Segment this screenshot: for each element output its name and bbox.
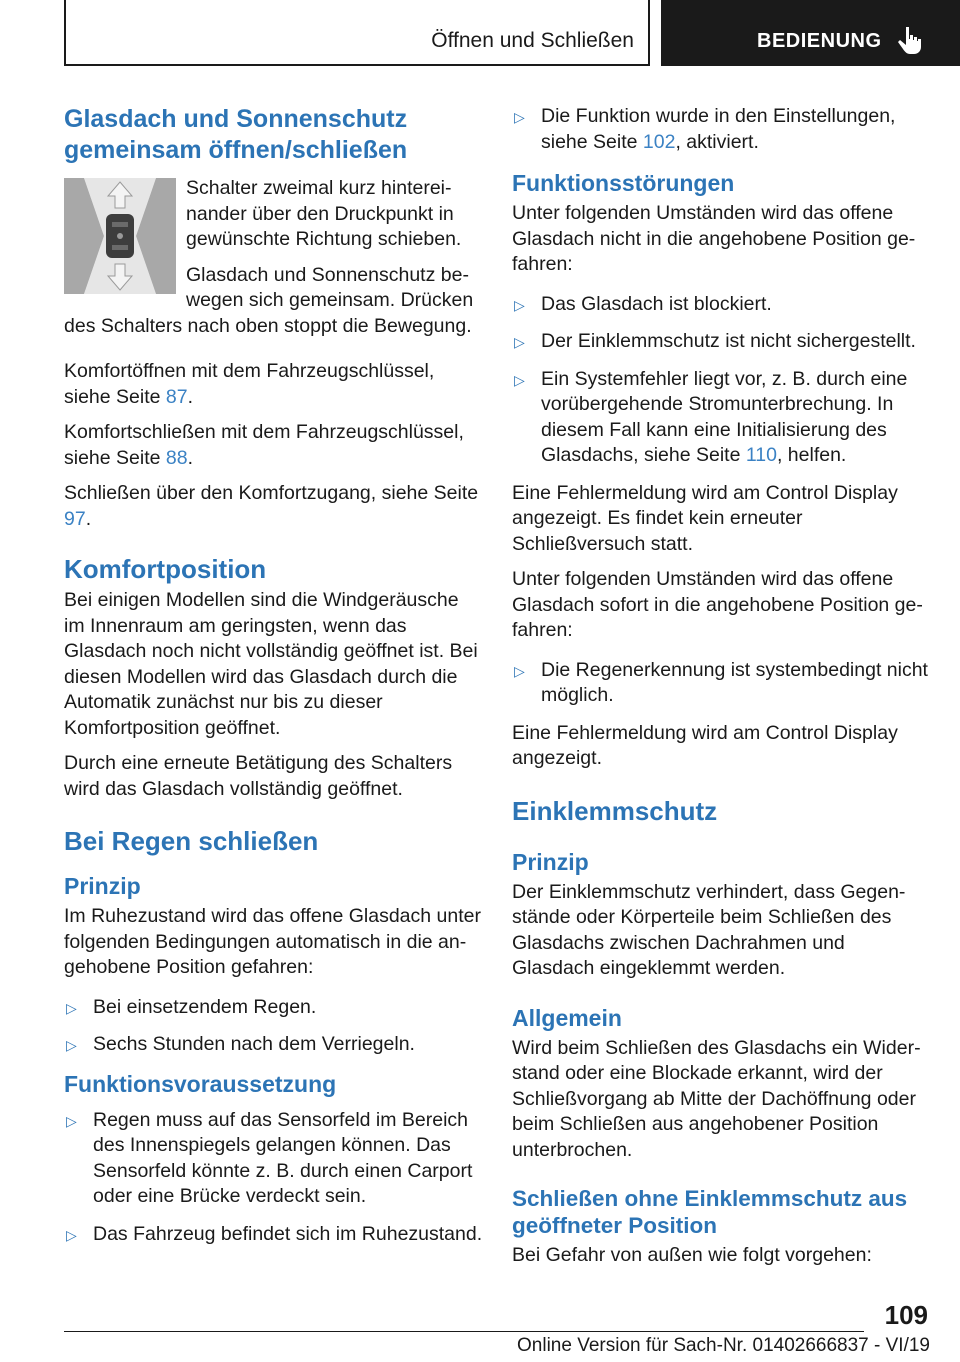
triangle-bullet-icon: ▷ [66, 1112, 77, 1129]
page-ref-link[interactable]: 102 [642, 130, 676, 153]
list-item [64, 1222, 484, 1248]
page-ref-link[interactable]: 88 [165, 446, 188, 469]
list-item-text: , aktiviert. [675, 130, 759, 153]
paragraph-komfortposition: Bei einigen Modellen sind die Windgeräusche im Innenraum am geringsten, wenn das Glasdach noch nicht vollständig geöffnet ist. Bei diesen Modellen wird das Glasdach durch die Automatik zunächst nur bis zu dieser Komfortposition geöffnet. [64, 589, 478, 739]
list-item-text: Die Regenerkennung ist systembedingt nicht möglich. [541, 658, 928, 706]
list-voraussetzungen [64, 1108, 484, 1248]
triangle-bullet-icon: ▷ [514, 334, 525, 350]
list-item-text: Bei einsetzendem Regen. [93, 995, 317, 1018]
paragraph-komfortschliessen: Komfortschließen mit dem Fahrzeugschlüssel, siehe Seite 88. [64, 421, 464, 469]
paragraph-ruhezustand: Im Ruhezustand wird das offene Glasdach unter folgenden Bedingungen automatisch in die angehobene Position gefahren: [64, 905, 481, 978]
footer-rule [64, 1331, 864, 1332]
paragraph-einklemmschutz-prinzip: Der Einklemmschutz verhindert, dass Gegenstände oder Körperteile beim Schließen des Glasdachs zwischen Dachrahmen und Glasdach eingeklemmt werden. [512, 880, 906, 979]
list-item [64, 1108, 484, 1210]
list-item [512, 329, 928, 355]
list-item-text: , helfen. [776, 444, 847, 466]
list-item-text: Das Glasdach ist blockiert. [541, 292, 772, 315]
triangle-bullet-icon: ▷ [514, 662, 525, 679]
header-chapter-label: BEDIENUNG [757, 30, 882, 52]
heading-einklemmschutz: Einklemmschutz [512, 795, 718, 826]
text: Schließen über den Komfortzugang, siehe Seite [64, 482, 479, 504]
header-rule-bottom [64, 64, 650, 66]
heading-funktionsvoraussetzung: Funktionsvoraussetzung [64, 1070, 337, 1097]
paragraph-allgemein: Wird beim Schließen des Glasdachs ein Widerstand oder eine Blockade erkannt, wird der Schließvorgang ab Mitte der Dachöffnung oder beim Schließen aus angehobener Position unterbrochen. [512, 1036, 921, 1161]
page-number: 109 [884, 1300, 928, 1330]
triangle-bullet-icon: ▷ [66, 1037, 77, 1053]
paragraph-erneute-betaetigung: Durch eine erneute Betätigung des Schalters wird das Glasdach vollständig geöffnet. [64, 752, 453, 800]
page-ref-link[interactable]: 97 [64, 507, 86, 530]
heading-prinzip: Prinzip [512, 848, 589, 875]
list-regenerkennung [512, 658, 928, 709]
triangle-bullet-icon: ▷ [514, 109, 525, 125]
list-item-text: Ein Systemfehler liegt vor, z. B. durch eine vorübergehende Stromunterbrechung. In diesem Fall kann eine Initialisierung des Glasdachs, siehe Seite [541, 367, 908, 466]
header-section-title: Öffnen und Schließen [431, 29, 634, 52]
left-column [64, 104, 484, 1259]
heading-bei-regen: Bei Regen schließen [64, 826, 319, 856]
paragraph-joint-movement: Glasdach und Sonnenschutz bewegen sich gemeinsam. Drücken des Schalters nach oben stoppt die Bewegung. [64, 263, 474, 337]
roof-switch-icon [64, 178, 176, 294]
list-item [512, 104, 928, 155]
list-item [512, 658, 928, 709]
paragraph-komfortzugang: Schließen über den Komfortzugang, siehe Seite 97. [64, 482, 479, 530]
heading-allgemein: Allgemein [512, 1004, 622, 1031]
page-ref-link[interactable]: 110 [745, 444, 777, 466]
list-item [512, 367, 928, 469]
list-item-text: Der Einklemmschutz ist nicht sichergestellt. [541, 330, 916, 352]
triangle-bullet-icon: ▷ [66, 999, 77, 1016]
list-item-text: Sechs Stunden nach dem Verriegeln. [93, 1033, 415, 1055]
footer-online-version: Online Version für Sach-Nr. 01402666837 - VI/19 [517, 1335, 930, 1356]
text: Komfortschließen mit dem Fahrzeugschlüssel, siehe Seite [64, 421, 464, 469]
paragraph-fehlermeldung-2: Eine Fehlermeldung wird am Control Display angezeigt. [512, 721, 898, 769]
heading-funktionsstoerungen: Funktionsstörungen [512, 170, 735, 196]
paragraph-switch-instruction: Schalter zweimal kurz hintereinander über den Druckpunkt in gewünschte Richtung schieben. [186, 177, 462, 250]
header-rule-mid [648, 0, 650, 66]
paragraph-sofort-angehoben: Unter folgenden Umständen wird das offene Glasdach sofort in die angehobene Position gefahren: [512, 568, 923, 641]
heading-ohne-einklemmschutz: Schließen ohne Einklemmschutz aus geöffneter Position [512, 1186, 908, 1238]
list-item-text: Regen muss auf das Sensorfeld im Bereich des Innenspiegels gelangen können. Das Sensorfeld könnte z. B. durch einen Carport oder eine Brücke verdeckt sein. [93, 1108, 473, 1207]
heading-glasdach-sonnenschutz: Glasdach und Sonnenschutz gemeinsam öffnen/schließen [64, 105, 408, 164]
heading-komfortposition: Komfortposition [64, 554, 267, 584]
paragraph-fehlermeldung-1: Eine Fehlermeldung wird am Control Display angezeigt. Es findet kein erneuter Schließversuch statt. [512, 481, 898, 555]
paragraph-komfortoeffnen: Komfortöffnen mit dem Fahrzeugschlüssel, siehe Seite 87. [64, 360, 435, 408]
pointing-hand-icon [897, 25, 923, 55]
right-column [512, 104, 928, 1279]
paragraph-gefahr-von-aussen: Bei Gefahr von außen wie folgt vorgehen: [512, 1244, 872, 1266]
list-regen-bedingungen [64, 995, 484, 1058]
list-stoerungen [512, 292, 928, 469]
list-item-text: Das Fahrzeug befindet sich im Ruhezustand. [93, 1222, 483, 1245]
text: Komfortöffnen mit dem Fahrzeugschlüssel, siehe Seite [64, 360, 435, 408]
page-ref-link[interactable]: 87 [165, 385, 188, 408]
list-aktivierung [512, 104, 928, 155]
header-chapter-tab [661, 0, 960, 66]
heading-prinzip: Prinzip [64, 873, 141, 899]
list-item [512, 292, 928, 318]
list-item [64, 995, 484, 1021]
list-item [64, 1032, 484, 1058]
triangle-bullet-icon: ▷ [66, 1226, 77, 1243]
triangle-bullet-icon: ▷ [514, 371, 525, 388]
triangle-bullet-icon: ▷ [514, 296, 525, 313]
paragraph-nicht-angehoben: Unter folgenden Umständen wird das offene Glasdach nicht in die angehobene Position gefahren: [512, 202, 916, 275]
list-item-text: Die Funktion wurde in den Einstellungen, siehe Seite [541, 105, 896, 153]
